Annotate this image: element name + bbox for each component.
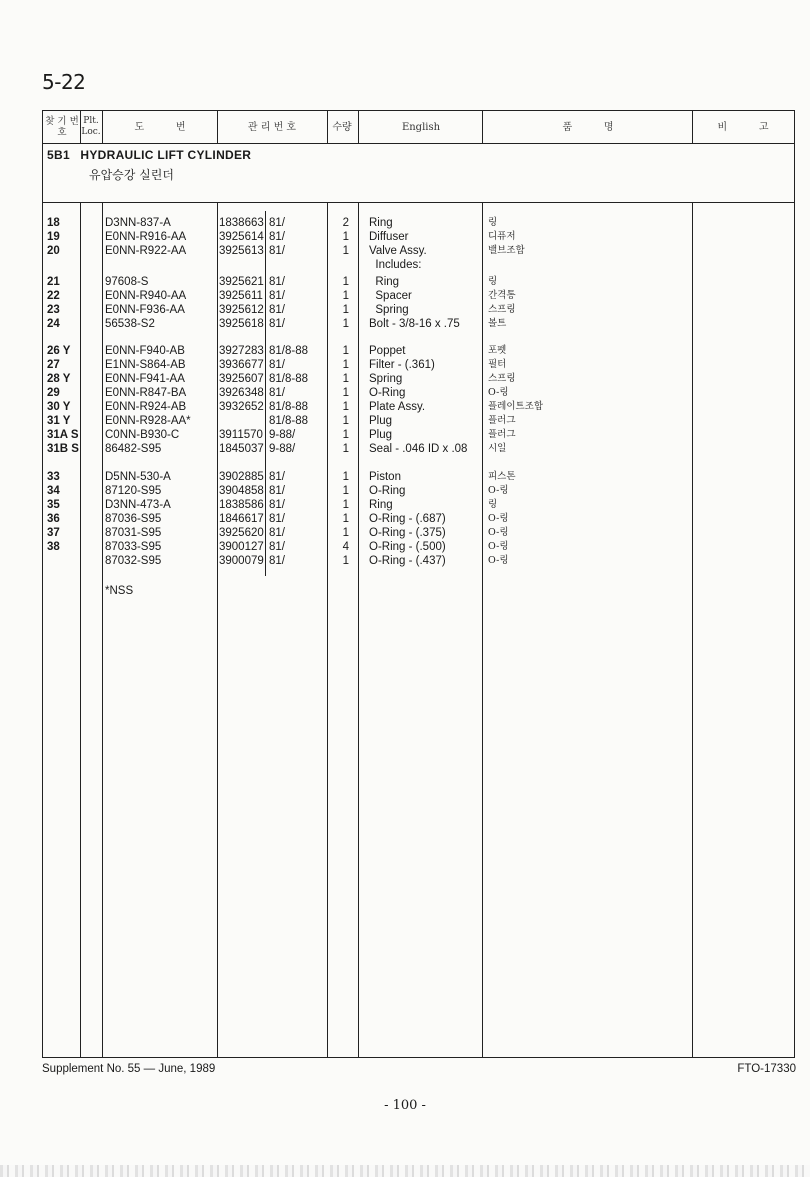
table-row: 19 E0NN-R916-AA 3925614 81/ 1 Diffuser 디퓨저 <box>47 231 516 243</box>
table-row: 34 87120-S95 3904858 81/ 1 O-Ring O-링 <box>47 485 509 497</box>
table-row: 38 87033-S95 3900127 81/ 4 O-Ring - (.500) O-링 <box>47 541 509 553</box>
header-korean-name: 품 명 <box>562 121 614 133</box>
header-plt-loc: Plt. Loc. <box>81 116 101 137</box>
table-row: 29 E0NN-R847-BA 3926348 81/ 1 O-Ring O-링 <box>47 387 509 399</box>
table-row: 27 E1NN-S864-AB 3936677 81/ 1 Filter - (.361) 필터 <box>47 359 507 371</box>
table-row: 22 E0NN-R940-AA 3925611 81/ 1 Spacer 간격통 <box>47 290 516 302</box>
col-divider <box>327 111 328 143</box>
table-row: 36 87036-S95 1846617 81/ 1 O-Ring - (.687) O-링 <box>47 513 509 525</box>
table-row: 37 87031-S95 3925620 81/ 1 O-Ring - (.375) O-링 <box>47 527 509 539</box>
section-heading <box>47 146 251 183</box>
table-row: 28 Y E0NN-F941-AA 3925607 81/8-88 1 Spring 스프링 <box>47 373 516 385</box>
table-row: 35 D3NN-473-A 1838586 81/ 1 Ring 링 <box>47 499 498 511</box>
col-divider <box>102 111 103 143</box>
header-remarks: 비 고 <box>717 121 769 133</box>
header-divider <box>43 143 794 144</box>
page-label: 5-22 <box>42 70 86 94</box>
document-code: FTO-17330 <box>737 1063 796 1075</box>
table-row: 87032-S95 3900079 81/ 1 O-Ring - (.437) O-링 <box>105 555 509 567</box>
col-divider <box>482 111 483 143</box>
col-divider <box>692 111 693 143</box>
table-row: 18 D3NN-837-A 1838663 81/ 2 Ring 링 <box>47 217 498 229</box>
section-korean-title: 유압승강 실린더 <box>89 168 174 182</box>
table-row: 26 Y E0NN-F940-AB 3927283 81/8-88 1 Poppet 포펫 <box>47 345 507 357</box>
table-row: 21 97608-S 3925621 81/ 1 Ring 링 <box>47 276 498 288</box>
header-part-no: 도 번 <box>134 121 186 133</box>
section-title: HYDRAULIC LIFT CYLINDER <box>80 148 252 162</box>
table-row: 31A S C0NN-B930-C 3911570 9-88/ 1 Plug 플러그 <box>47 429 516 441</box>
scan-edge-artifact <box>0 1165 810 1177</box>
col-divider <box>358 111 359 143</box>
section-code: 5B1 <box>47 148 70 162</box>
page-number: - 100 - <box>384 1098 426 1113</box>
table-row: 30 Y E0NN-R924-AB 3932652 81/8-88 1 Plate Assy. 플레이트조합 <box>47 401 544 413</box>
header-catalog-no: 관 리 번 호 <box>247 121 297 133</box>
supplement-footer: Supplement No. 55 — June, 1989 <box>42 1063 216 1075</box>
col-divider <box>80 111 81 143</box>
header-qty: 수량 <box>332 121 352 133</box>
col-divider <box>217 111 218 143</box>
header-english: English <box>401 121 441 133</box>
parts-table <box>42 110 795 1058</box>
header-ref-no: 찾 기 번 호 <box>45 116 79 138</box>
table-row: 31B S 86482-S95 1845037 9-88/ 1 Seal - .046 ID x .08 시일 <box>47 443 507 455</box>
table-row: 24 56538-S2 3925618 81/ 1 Bolt - 3/8-16 x .75 볼트 <box>47 318 507 330</box>
nss-note: *NSS <box>105 585 134 597</box>
table-row: Includes: <box>369 259 422 271</box>
table-row: 33 D5NN-530-A 3902885 81/ 1 Piston 피스톤 <box>47 471 516 483</box>
section-divider <box>43 202 794 203</box>
table-row: 23 E0NN-F936-AA 3925612 81/ 1 Spring 스프링 <box>47 304 516 316</box>
table-row: 31 Y E0NN-R928-AA* 81/8-88 1 Plug 플러그 <box>47 415 516 427</box>
table-row: 20 E0NN-R922-AA 3925613 81/ 1 Valve Assy. 밸브조합 <box>47 245 525 257</box>
